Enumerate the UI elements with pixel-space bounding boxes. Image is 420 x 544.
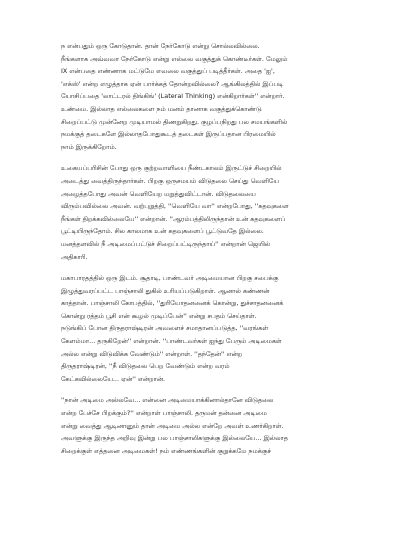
text-line: கொன்று ரத்தம் பூசி என் கூழல் முடிப்பேன்'' என்று சபதம் செய்தாள். [61,311,257,320]
paragraph [61,394,379,457]
text-line: அவளுக்கு இருந்த அறிவு இன்று பல பாஞ்சாலிகளுக்கு இல்லையே... இல்லாத [61,434,288,443]
text-line: ''நான் அடிமை அல்லவே... என்னை அடிமையாக்கினால்தானே விடுதலை [61,396,274,405]
text-line: யோசிப்பதை 'லாட்டரல் திங்கிங்' (Lateral Thinking) என்கிறார்கள்'' என்றார். [61,92,285,101]
text-line: உண்மை. இல்லாத எல்லைகளை நம் மனம் தானாக வகுத்துக்கொண்டு [61,104,262,113]
text-line: மகாபாரதத்தில் ஒரு இடம். சூதாடி, பாண்டவர் அடிமையான பிறகு சபைக்கு [61,274,279,283]
text-line: நீங்களாக அவ்வவா நேர்கோடு என்று எல்லை வகுத்துக் கொண்டீர்கள். மேலும் [61,54,288,63]
text-line: அழைத்தபோது அவன் வெளியேற மறுத்துவிட்டான். விடுதலையை [61,189,256,198]
text-line: நீங்கள் திறக்கவில்லையே'' என்றான். ''ஆரம்பத்திலிருந்தான் உன் கதவுகளைப் [61,214,286,223]
text-line: ந என்பதும் ஒரு கோடுதான். தான் நேர்கோடு என்று சொல்லவில்லை. [61,42,260,50]
text-line: கேட்கவில்லையே... ஏன்'' என்றான். [61,374,166,383]
text-line: இழுத்துவரப்பட்ட பாஞ்சாலி துகில் உரியப்படுகிறாள். ஆனால் கண்ணன் [61,286,270,295]
text-line: சிறைப்பட்டு முன்னேற முடியாமல் திணறுகிறது. குழப்பநிறது பல சமயங்களில் [61,117,288,126]
text-line: மனத்தளவில் நீ அடிமைப்பட்டுச் சிறைப்பட்டிருந்தாய்'' என்றான் ஜெயில் [61,239,271,248]
text-line: நமக்குத் தடைகளே இல்லாதபோதுகூடத் தடைகள் இருப்பதான பிரமையில் [61,130,276,139]
text-line: சிறைக்குள் எத்தனை அடிமைகள்! நம் எண்ணங்களின் குறுக்கமே நமக்குச் [61,446,272,455]
paragraph [61,40,379,153]
text-line: கேளம்மா... தருகிறேன்'' என்றான். ''பாண்டவர்கள் ஐந்து பேரும் அடிமைகள் [61,337,282,346]
text-line: உகையப்பரிசின் போது ஒரு குற்றவாளியை நீண்டகாலம் இருட்டுச் சிறையில் [61,164,282,173]
text-line: நாம் இருக்கிறோம். [61,142,117,151]
paragraph [61,272,379,385]
text-line: காத்தான். பாஞ்சாலி கோபத்தில், ''துரியோதனனைக் கொன்று, துச்சாதனனைக் [61,299,284,308]
text-line: பூட்டியிருந்தோம். சில காலமாக உன் கதவுகளைப் பூட்டுவதே இல்லை. [61,227,264,236]
text-line: திருதராஷ்டிரன், ''நீ விடுதலை பெற வேண்டும் என்ற வரம் [61,362,230,371]
text-body [61,40,379,466]
text-line: என்று வைத்து ஆடினானும் தான் அடிமை அல்ல என்றே அவள் உணர்கிறாள். [61,421,284,430]
text-line: விரும்பவில்லை அவன். வற்புறுத்தி, ''வெளியே வா'' என்றபோது, ''கதவுகளை [61,202,289,211]
text-line: அல்ல என்று விடுவிக்க வேண்டும்'' என்றாள். ''தந்தேன்'' என்ற [61,349,243,358]
text-line: நடுங்கிப் போன திருதராஷ்டிரன் அவளைச் சமாதானப்படுத்த, ''வரங்கள் [61,324,269,333]
paragraph [61,162,379,263]
text-line: IX என்பதை எண்ணாக மட்டுமே எவலை வகுத்துப் படித்தீர்கள். அதை 'ஐ', [61,67,275,76]
text-line: 'எக்ஸ்' என்ற எழுத்தாக ஏன் பார்க்கத் தோன்றவில்லை? ஆங்கிலத்தில் இப்படி [61,79,284,88]
text-line: அடைத்து வைத்திருந்தார்கள். பிறகு ஒருசமயம் விடுதலை செய்து வெளியே [61,176,279,185]
text-line: என்ற பேச்சே பிறக்கும்?'' என்றாள் பாஞ்சாலி. தருமன் தன்னை அடிமை [61,409,267,418]
text-line: அதிகாரி. [61,252,88,261]
